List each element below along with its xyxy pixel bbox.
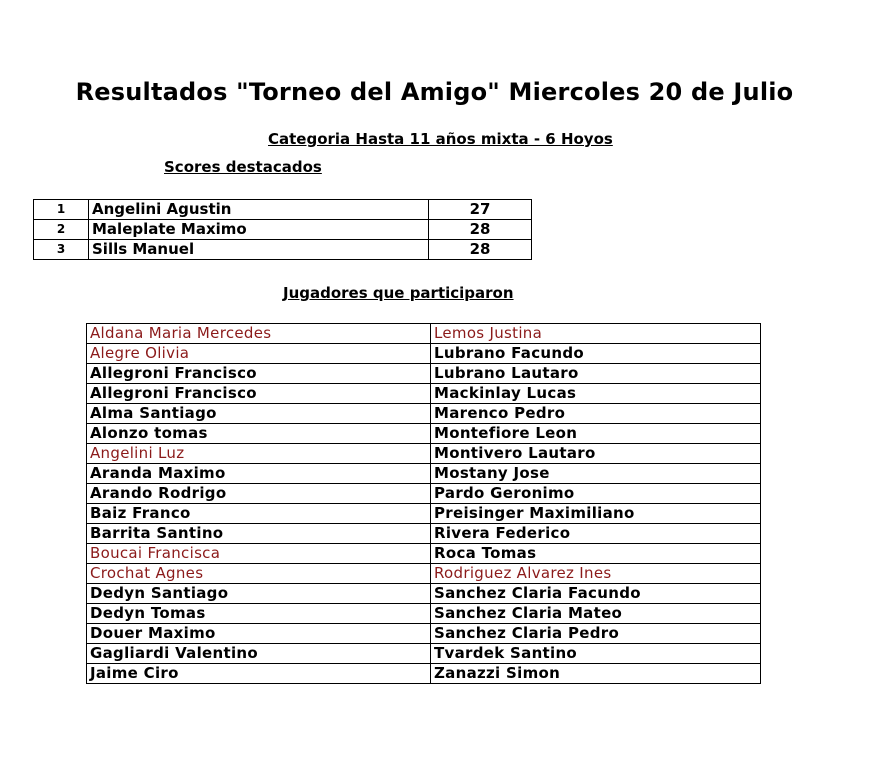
scores-table (33, 199, 532, 260)
player-name-left: Arando Rodrigo (87, 484, 431, 504)
player-name-left: Allegroni Francisco (87, 364, 431, 384)
player-name-right: Mackinlay Lucas (431, 384, 761, 404)
player-name-left: Aldana Maria Mercedes (87, 324, 431, 344)
score-player-name: Angelini Agustin (89, 200, 429, 220)
player-name-left: Boucai Francisca (87, 544, 431, 564)
player-name-left: Douer Maximo (87, 624, 431, 644)
players-table (86, 323, 761, 684)
table-row (87, 624, 761, 644)
participants-heading: Jugadores que participaron (283, 284, 514, 302)
player-name-right: Lubrano Facundo (431, 344, 761, 364)
player-name-right: Zanazzi Simon (431, 664, 761, 684)
table-row (87, 404, 761, 424)
page-title: Resultados "Torneo del Amigo" Miercoles 20 de Julio (75, 78, 794, 106)
table-row (87, 584, 761, 604)
player-name-right: Mostany Jose (431, 464, 761, 484)
player-name-left: Jaime Ciro (87, 664, 431, 684)
score-player-name: Maleplate Maximo (89, 220, 429, 240)
table-row (87, 544, 761, 564)
score-row (34, 200, 532, 220)
table-row (87, 564, 761, 584)
score-player-name: Sills Manuel (89, 240, 429, 260)
player-name-left: Crochat Agnes (87, 564, 431, 584)
table-row (87, 364, 761, 384)
player-name-right: Roca Tomas (431, 544, 761, 564)
player-name-right: Preisinger Maximiliano (431, 504, 761, 524)
table-row (87, 324, 761, 344)
table-row (87, 384, 761, 404)
player-name-left: Alegre Olivia (87, 344, 431, 364)
table-row (87, 524, 761, 544)
player-name-right: Rivera Federico (431, 524, 761, 544)
table-row (87, 464, 761, 484)
player-name-right: Lubrano Lautaro (431, 364, 761, 384)
player-name-right: Tvardek Santino (431, 644, 761, 664)
table-row (87, 604, 761, 624)
player-name-right: Montivero Lautaro (431, 444, 761, 464)
table-row (87, 344, 761, 364)
player-name-left: Allegroni Francisco (87, 384, 431, 404)
player-name-right: Lemos Justina (431, 324, 761, 344)
score-value: 28 (429, 220, 532, 240)
player-name-right: Montefiore Leon (431, 424, 761, 444)
player-name-right: Marenco Pedro (431, 404, 761, 424)
player-name-right: Sanchez Claria Pedro (431, 624, 761, 644)
scores-heading: Scores destacados (164, 158, 322, 176)
score-value: 27 (429, 200, 532, 220)
table-row (87, 424, 761, 444)
score-position: 2 (34, 220, 89, 240)
player-name-left: Aranda Maximo (87, 464, 431, 484)
player-name-left: Gagliardi Valentino (87, 644, 431, 664)
player-name-right: Sanchez Claria Mateo (431, 604, 761, 624)
table-row (87, 664, 761, 684)
player-name-left: Angelini Luz (87, 444, 431, 464)
player-name-left: Barrita Santino (87, 524, 431, 544)
score-row (34, 220, 532, 240)
category-subtitle: Categoria Hasta 11 años mixta - 6 Hoyos (268, 130, 613, 148)
table-row (87, 484, 761, 504)
player-name-right: Sanchez Claria Facundo (431, 584, 761, 604)
score-row (34, 240, 532, 260)
score-position: 1 (34, 200, 89, 220)
player-name-left: Dedyn Tomas (87, 604, 431, 624)
table-row (87, 444, 761, 464)
table-row (87, 504, 761, 524)
player-name-right: Pardo Geronimo (431, 484, 761, 504)
player-name-left: Dedyn Santiago (87, 584, 431, 604)
player-name-left: Alma Santiago (87, 404, 431, 424)
player-name-right: Rodriguez Alvarez Ines (431, 564, 761, 584)
player-name-left: Baiz Franco (87, 504, 431, 524)
player-name-left: Alonzo tomas (87, 424, 431, 444)
score-position: 3 (34, 240, 89, 260)
score-value: 28 (429, 240, 532, 260)
table-row (87, 644, 761, 664)
